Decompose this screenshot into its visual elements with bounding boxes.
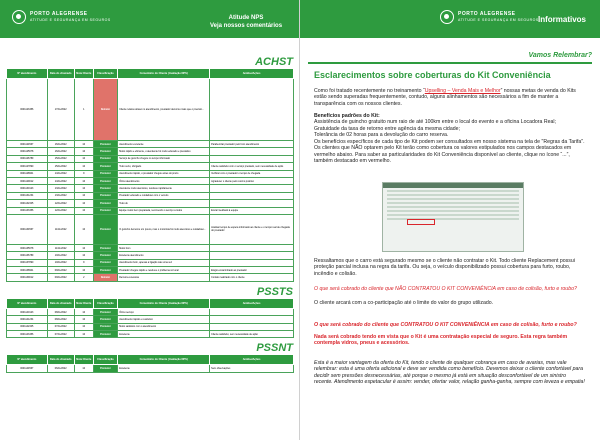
benefit-item: Tolerância de 02 horas para a devolução do carro reserva. bbox=[314, 132, 449, 139]
table-cell: Promotor bbox=[93, 200, 117, 207]
column-header: Comentário do Cliente (Avaliação NPS) bbox=[118, 355, 210, 365]
table-cell: 13/11/2022 bbox=[47, 185, 74, 192]
table-cell: 0001128901 bbox=[7, 170, 48, 177]
table-cell: Promotor bbox=[93, 170, 117, 177]
table-cell: 10 bbox=[74, 141, 93, 148]
table-cell: 9 bbox=[74, 170, 93, 177]
question-1 bbox=[314, 286, 586, 292]
banner-title-line1: Atitude NPS bbox=[228, 15, 264, 21]
table-cell: Demora excessiva bbox=[118, 274, 210, 281]
table-cell: 0001140123 bbox=[7, 308, 48, 315]
table-cell: Promotor bbox=[93, 141, 117, 148]
table-cell: 10 bbox=[74, 252, 93, 259]
screenshot-row bbox=[387, 214, 519, 217]
table-cell: 0001123456 bbox=[7, 79, 48, 141]
protection-paragraph bbox=[314, 258, 586, 277]
table-cell: Cliente relatou atraso no atendimento, prestador demorou mais que o previsto... bbox=[118, 79, 210, 141]
question-2-text: O que será cobrado do cliente que CONTRATOU O KIT CONVENIÊNCIA em caso de colisão, furto e roubo? bbox=[314, 322, 577, 328]
brand-logo bbox=[12, 10, 111, 24]
table-cell: 0001135678 bbox=[7, 244, 48, 251]
table-cell bbox=[210, 185, 294, 192]
table-cell: 10/11/2022 bbox=[47, 259, 74, 266]
table-cell: 0001124567 bbox=[7, 141, 48, 148]
table-cell: 06/11/2022 bbox=[47, 365, 74, 372]
table-cell: Elogio encaminhado ao prestador bbox=[210, 267, 294, 274]
table-cell bbox=[210, 155, 294, 162]
screenshot-row bbox=[387, 210, 519, 213]
table-row bbox=[7, 244, 294, 251]
table-row bbox=[7, 214, 294, 244]
training-link[interactable]: Upselling – Venda Mais e Melhor bbox=[424, 88, 501, 94]
table-cell: Verificar com o prestador o tempo de chegada bbox=[210, 170, 294, 177]
column-header: Análise/Ações bbox=[210, 69, 294, 79]
table-cell: 12/11/2022 bbox=[47, 207, 74, 214]
table-cell: 08/11/2022 bbox=[47, 308, 74, 315]
table-cell: Promotor bbox=[93, 177, 117, 184]
table-cell: Ótimo atendimento bbox=[118, 177, 210, 184]
right-banner bbox=[300, 0, 600, 38]
table-cell: Detrator bbox=[93, 79, 117, 141]
table-cell: Promotor bbox=[93, 323, 117, 330]
protection-text: Ressaltamos que o carro está segurado mesmo se o cliente não contratar o Kit. Todo cliente Replacement possui proteção parcial inclusa na regra da tarifa. Ou seja, o veículo disponibilizado possui cobertura para furto, roubo, incêndio e colisão. bbox=[314, 258, 575, 277]
table-cell: Excelente bbox=[118, 365, 210, 372]
table-cell: 0001133456 bbox=[7, 207, 48, 214]
brand-logo-icon bbox=[440, 10, 454, 24]
table-cell: 16/11/2022 bbox=[47, 141, 74, 148]
table-cell: 09/11/2022 bbox=[47, 267, 74, 274]
table-cell: 07/11/2022 bbox=[47, 331, 74, 338]
table-cell: Excelente atendimento bbox=[118, 252, 210, 259]
specific-benefits-paragraph bbox=[314, 139, 586, 165]
table-cell bbox=[210, 252, 294, 259]
right-page bbox=[300, 0, 600, 440]
table-cell: 10 bbox=[74, 244, 93, 251]
left-banner-title bbox=[210, 14, 282, 30]
table-row bbox=[7, 155, 294, 162]
details-icon-label: ... bbox=[562, 151, 567, 158]
column-header: Data do chamado bbox=[47, 355, 74, 365]
table-cell: Promotor bbox=[93, 331, 117, 338]
section-title-pssts: PSSTS bbox=[256, 285, 293, 298]
table-cell: 0001126789 bbox=[7, 155, 48, 162]
table-cell: 0001132345 bbox=[7, 200, 48, 207]
table-cell: 17/11/2022 bbox=[47, 79, 74, 141]
table-cell: 0001129012 bbox=[7, 177, 48, 184]
table-header-row bbox=[7, 298, 294, 308]
table-row bbox=[7, 252, 294, 259]
table-cell: Parabenizar prestador pelo bom atendimento bbox=[210, 141, 294, 148]
table-cell: 0001125678 bbox=[7, 148, 48, 155]
table-cell: 0001136789 bbox=[7, 252, 48, 259]
table-cell: Atendimento rápido, o prestador chegou antes do prazo bbox=[118, 170, 210, 177]
table-cell: Sem observações bbox=[210, 365, 294, 372]
table-cell: 10 bbox=[74, 331, 93, 338]
column-header: Comentário do Cliente (Avaliação NPS) bbox=[118, 298, 210, 308]
closing-text: Esta é a maior vantagem da oferta do Kit, tendo o cliente de qualquer cobrança em caso de avarias, mas vale relembrar: esta é uma oferta adicional e deve ser vendida como benefício. Devemos deixar o cliente confortável para decidir sem pressões desnecessárias, até porque o mesmo já está em situação desconfortável de um sinistro recente. Atendimento espetacular é assim: vender, ofertar valor, relação ganha-ganha, sempre com leveza e empatia! bbox=[314, 360, 585, 386]
table-cell: Muito rápido e eficiente, o atendente foi muito educado e prestativo bbox=[118, 148, 210, 155]
divider bbox=[308, 62, 592, 64]
table-cell: 0001144567 bbox=[7, 365, 48, 372]
table-cell: 07/11/2022 bbox=[47, 323, 74, 330]
table-cell: Promotor bbox=[93, 308, 117, 315]
table-cell: 0001141234 bbox=[7, 316, 48, 323]
table-cell: Analisar tempo de espera informado ao cliente e o tempo real de chegada do prestador bbox=[210, 214, 294, 244]
table-row bbox=[7, 365, 294, 372]
table-cell: Promotor bbox=[93, 316, 117, 323]
table-cell: 10 bbox=[74, 200, 93, 207]
section-title-pssnt: PSSNT bbox=[256, 342, 293, 355]
brand-logo-right bbox=[440, 10, 539, 24]
article-title: Esclarecimentos sobre coberturas do Kit Conveniência bbox=[314, 70, 551, 80]
table-cell: Promotor bbox=[93, 365, 117, 372]
column-header: Análise/Ações bbox=[210, 298, 294, 308]
table-cell bbox=[210, 200, 294, 207]
nps-table bbox=[6, 354, 294, 372]
table-header-row bbox=[7, 69, 294, 79]
table-cell: 0001139012 bbox=[7, 274, 48, 281]
table-cell: 10 bbox=[74, 316, 93, 323]
table-row bbox=[7, 331, 294, 338]
table-cell: 15/11/2022 bbox=[47, 163, 74, 170]
system-screenshot bbox=[382, 182, 524, 252]
brand-name: PORTO ALEGRENSE bbox=[30, 11, 88, 17]
closing-paragraph bbox=[314, 360, 586, 386]
answer-1-text: O cliente arcará com a co-participação até o limite do valor do grupo utilizado. bbox=[314, 300, 494, 306]
table-row bbox=[7, 192, 294, 199]
benefit-item: Gratuidade da taxa de retorno entre agência da mesma cidade; bbox=[314, 125, 460, 132]
table-cell: 0001143456 bbox=[7, 331, 48, 338]
brand-logo-text bbox=[30, 11, 111, 23]
table-header-row bbox=[7, 355, 294, 365]
table-cell: Cliente satisfeito, sem necessidade de ação bbox=[210, 331, 294, 338]
table-cell: Muito satisfeito com o atendimento bbox=[118, 323, 210, 330]
table-cell: Promotor bbox=[93, 244, 117, 251]
intro-paragraph bbox=[314, 88, 586, 107]
table-cell: 0001130123 bbox=[7, 185, 48, 192]
table-row bbox=[7, 267, 294, 274]
banner-title-line2: Veja nossos comentários bbox=[210, 23, 283, 29]
table-cell: Agradecer o cliente pelo retorno positivo bbox=[210, 177, 294, 184]
table-cell: Tudo certo, obrigado bbox=[118, 163, 210, 170]
table-cell: 0001137890 bbox=[7, 259, 48, 266]
column-header: Nº atendimento bbox=[7, 355, 48, 365]
column-header: Classificação bbox=[93, 298, 117, 308]
column-header: Data do chamado bbox=[47, 69, 74, 79]
benefit-item: Assistência de guincho gratuito num raio de até 100km entre o local do evento e a oficina Locadora Real; bbox=[314, 119, 556, 126]
table-cell: 10 bbox=[74, 365, 93, 372]
table-cell bbox=[210, 259, 294, 266]
left-banner bbox=[0, 0, 299, 38]
table-row bbox=[7, 259, 294, 266]
table-cell: Promotor bbox=[93, 267, 117, 274]
table-cell bbox=[210, 244, 294, 251]
column-header: Análise/Ações bbox=[210, 355, 294, 365]
table-cell: 10/11/2022 bbox=[47, 252, 74, 259]
table-cell: 10 bbox=[74, 207, 93, 214]
table-cell: Atendente muito atencioso, resolveu rapidamente bbox=[118, 185, 210, 192]
table-cell: Enviar feedback à equipe bbox=[210, 207, 294, 214]
brand-logo-text bbox=[458, 11, 539, 23]
table-cell bbox=[210, 192, 294, 199]
column-header: Nota Cliente bbox=[74, 355, 93, 365]
table-cell bbox=[210, 316, 294, 323]
table-cell: 2 bbox=[74, 274, 93, 281]
table-cell: 16/11/2022 bbox=[47, 148, 74, 155]
table-cell: 14/11/2022 bbox=[47, 177, 74, 184]
table-row bbox=[7, 79, 294, 141]
table-cell: 09/11/2022 bbox=[47, 274, 74, 281]
table-cell: Ótimo serviço bbox=[118, 308, 210, 315]
table-cell: 13/11/2022 bbox=[47, 192, 74, 199]
table-row bbox=[7, 163, 294, 170]
column-header: Classificação bbox=[93, 69, 117, 79]
table-row bbox=[7, 200, 294, 207]
table-cell bbox=[210, 308, 294, 315]
table-cell: 10 bbox=[74, 163, 93, 170]
table-cell: 10 bbox=[74, 323, 93, 330]
brand-tagline: ATITUDE E SEGURANÇA EM SEGUROS bbox=[458, 18, 539, 22]
table-cell: 0001138901 bbox=[7, 267, 48, 274]
column-header: Nº atendimento bbox=[7, 298, 48, 308]
table-cell: Tudo ok bbox=[118, 200, 210, 207]
table-row bbox=[7, 308, 294, 315]
column-header: Nota Cliente bbox=[74, 69, 93, 79]
table-row bbox=[7, 141, 294, 148]
table-cell: Promotor bbox=[93, 214, 117, 244]
table-cell: 08/11/2022 bbox=[47, 316, 74, 323]
table-cell: 12/11/2022 bbox=[47, 200, 74, 207]
highlight-box bbox=[407, 219, 435, 225]
table-cell: 15/11/2022 bbox=[47, 155, 74, 162]
table-row bbox=[7, 207, 294, 214]
table-cell: Muito bom bbox=[118, 244, 210, 251]
nps-table bbox=[6, 68, 294, 282]
nps-table bbox=[6, 298, 294, 339]
table-cell: Promotor bbox=[93, 185, 117, 192]
table-cell: O guincho demorou um pouco, mas o motorista foi muito atencioso e cuidadoso... bbox=[118, 214, 210, 244]
table-cell: 10 bbox=[74, 185, 93, 192]
specific-text-b: ”, também destacado em vermelho. bbox=[314, 151, 570, 165]
table-cell: 10 bbox=[74, 192, 93, 199]
table-cell bbox=[210, 79, 294, 141]
table-cell: Cliente satisfeito com o serviço prestado, sem necessidade de ação bbox=[210, 163, 294, 170]
screenshot-row bbox=[387, 190, 519, 193]
table-row bbox=[7, 274, 294, 281]
table-cell: 11/11/2022 bbox=[47, 244, 74, 251]
table-row bbox=[7, 177, 294, 184]
screenshot-row bbox=[387, 198, 519, 201]
answer-2-text: Nada será cobrado tendo em vista que o Kit é uma contratação especial de seguro. Esta regra também contempla vidros, pneus e acessórios. bbox=[314, 334, 568, 347]
nps-sections bbox=[0, 56, 299, 373]
table-cell: 1 bbox=[74, 79, 93, 141]
table-cell: Atendimento bom, apenas a ligação caiu uma vez bbox=[118, 259, 210, 266]
column-header: Nota Cliente bbox=[74, 298, 93, 308]
table-cell: 0001142345 bbox=[7, 323, 48, 330]
table-row bbox=[7, 148, 294, 155]
table-cell bbox=[210, 148, 294, 155]
table-cell: Atendimento rápido e resolutivo bbox=[118, 316, 210, 323]
table-row bbox=[7, 185, 294, 192]
right-banner-title: Informativos bbox=[537, 15, 586, 24]
brand-tagline: ATITUDE E SEGURANÇA EM SEGUROS bbox=[30, 18, 111, 22]
table-cell: 10 bbox=[74, 177, 93, 184]
table-cell: Promotor bbox=[93, 252, 117, 259]
table-cell: Excelente bbox=[118, 331, 210, 338]
screenshot-titlebar bbox=[383, 183, 523, 188]
table-cell: 10 bbox=[74, 214, 93, 244]
intro-text-a: Como foi tratado recentemente no treinamento “ bbox=[314, 88, 425, 94]
column-header: Data do chamado bbox=[47, 298, 74, 308]
table-cell: Prestador chegou rápido e resolveu o problema no local bbox=[118, 267, 210, 274]
table-cell: 0001131234 bbox=[7, 192, 48, 199]
section-title-achst: ACHST bbox=[255, 56, 293, 68]
table-cell: 10 bbox=[74, 148, 93, 155]
table-cell: 9 bbox=[74, 259, 93, 266]
brand-logo-icon bbox=[12, 10, 26, 24]
question-2 bbox=[314, 322, 586, 328]
brand-name: PORTO ALEGRENSE bbox=[458, 11, 516, 17]
table-cell: Promotor bbox=[93, 163, 117, 170]
answer-1 bbox=[314, 300, 586, 306]
table-cell: Contato realizado com o cliente bbox=[210, 274, 294, 281]
table-cell: Promotor bbox=[93, 192, 117, 199]
table-cell: Serviço de guincho chegou no tempo informado bbox=[118, 155, 210, 162]
table-row bbox=[7, 323, 294, 330]
column-header: Nº atendimento bbox=[7, 69, 48, 79]
answer-2 bbox=[314, 334, 586, 347]
table-row bbox=[7, 316, 294, 323]
table-cell: 10 bbox=[74, 155, 93, 162]
specific-text-a: Os benefícios específicos de cada tipo de Kit podem ser consultados em nosso sistema na tela de "Regras da Tarifa". Os clientes que NÃO optarem pelo Kit terão como cobertura os valores estipulados nos campos destacados em vermelho abaixo. Para saber as particularidades do Kit Conveniência disponível ao cliente, clique no ícone “ bbox=[314, 139, 585, 158]
table-cell: Equipe muito bem preparada, recomendo o serviço a todos bbox=[118, 207, 210, 214]
table-cell: Prestador educado e cuidadoso com o veículo bbox=[118, 192, 210, 199]
table-cell: 0001134567 bbox=[7, 214, 48, 244]
table-row bbox=[7, 170, 294, 177]
table-cell: Atendimento excelente bbox=[118, 141, 210, 148]
screenshot-row bbox=[387, 202, 519, 205]
column-header: Classificação bbox=[93, 355, 117, 365]
section-label: Vamos Relembrar? bbox=[528, 52, 592, 59]
question-1-text: O que será cobrado do cliente que NÃO CONTRATOU O KIT CONVENIÊNCIA em caso de colisão, furto e roubo? bbox=[314, 286, 577, 292]
table-cell: 14/11/2022 bbox=[47, 170, 74, 177]
intro-text-b: ” nossas metas de venda do Kits estão sendo superadas frequentemente, contudo, alguns alinhamentos são necessários a fim de manter a transparência com os nossos clientes. bbox=[314, 88, 576, 107]
screenshot-row bbox=[387, 194, 519, 197]
table-cell: Promotor bbox=[93, 207, 117, 214]
table-cell: 0001127890 bbox=[7, 163, 48, 170]
screenshot-row bbox=[387, 206, 519, 209]
table-cell bbox=[210, 323, 294, 330]
benefits-block bbox=[314, 113, 586, 139]
table-cell: Promotor bbox=[93, 259, 117, 266]
benefits-title: Benefícios padrões do Kit: bbox=[314, 113, 380, 119]
table-cell: 11/11/2022 bbox=[47, 214, 74, 244]
column-header: Comentário do Cliente (Avaliação NPS) bbox=[118, 69, 210, 79]
table-cell: 10 bbox=[74, 308, 93, 315]
table-cell: Promotor bbox=[93, 155, 117, 162]
table-cell: 10 bbox=[74, 267, 93, 274]
table-cell: Promotor bbox=[93, 148, 117, 155]
table-cell: Detrator bbox=[93, 274, 117, 281]
